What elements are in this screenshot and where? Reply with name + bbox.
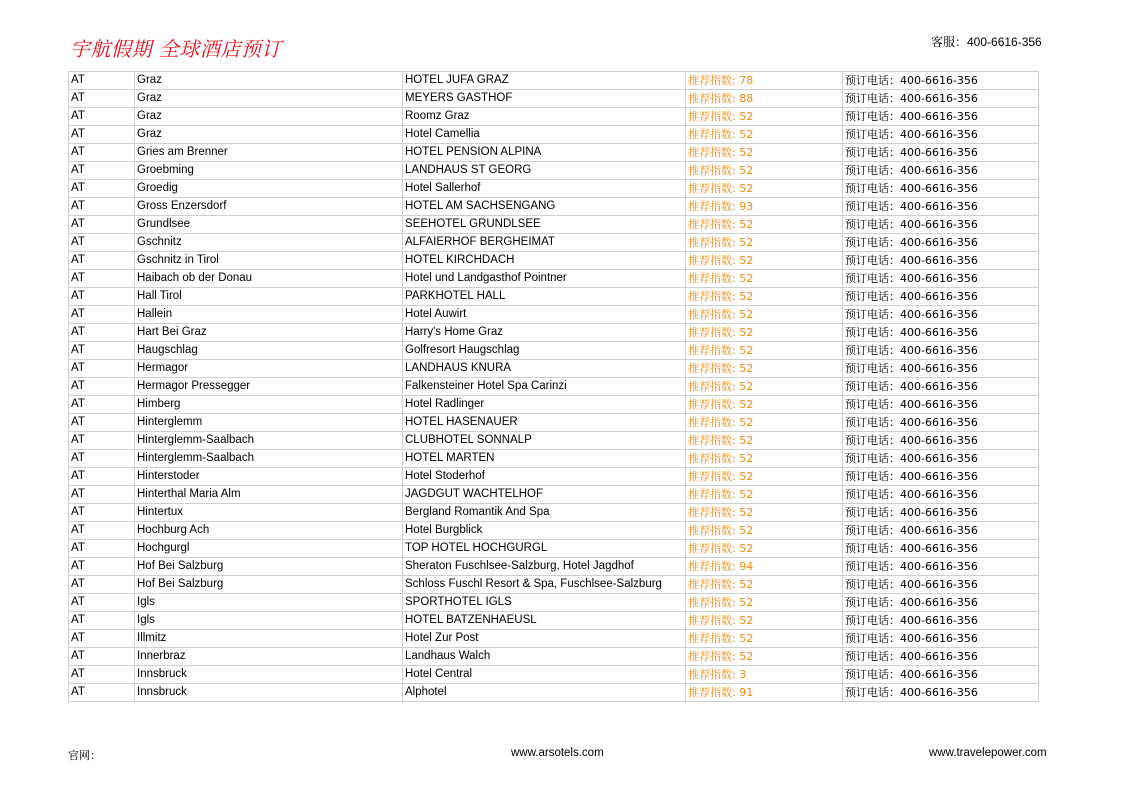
hotel-name-cell: Hotel Auwirt bbox=[403, 306, 686, 324]
booking-phone-cell: 预订电话：400-6616-356 bbox=[843, 162, 1039, 180]
booking-phone-cell: 预订电话：400-6616-356 bbox=[843, 522, 1039, 540]
rating-cell: 推荐指数: 52 bbox=[686, 126, 843, 144]
table-row bbox=[69, 252, 1039, 270]
country-cell: AT bbox=[69, 180, 135, 198]
rating-cell: 推荐指数: 52 bbox=[686, 540, 843, 558]
rating-cell: 推荐指数: 52 bbox=[686, 522, 843, 540]
table-row bbox=[69, 360, 1039, 378]
rating-cell: 推荐指数: 52 bbox=[686, 252, 843, 270]
city-cell: Graz bbox=[135, 126, 403, 144]
city-cell: Gries am Brenner bbox=[135, 144, 403, 162]
city-cell: Hinterthal Maria Alm bbox=[135, 486, 403, 504]
city-cell: Hermagor Pressegger bbox=[135, 378, 403, 396]
table-row bbox=[69, 432, 1039, 450]
country-cell: AT bbox=[69, 270, 135, 288]
city-cell: Hochgurgl bbox=[135, 540, 403, 558]
country-cell: AT bbox=[69, 234, 135, 252]
city-cell: Gschnitz bbox=[135, 234, 403, 252]
city-cell: Igls bbox=[135, 612, 403, 630]
booking-phone-cell: 预订电话：400-6616-356 bbox=[843, 432, 1039, 450]
country-cell: AT bbox=[69, 108, 135, 126]
booking-phone-cell: 预订电话：400-6616-356 bbox=[843, 360, 1039, 378]
booking-phone-cell: 预订电话：400-6616-356 bbox=[843, 90, 1039, 108]
footer-website-link[interactable]: www.arsotels.com bbox=[511, 747, 604, 759]
booking-phone-cell: 预订电话：400-6616-356 bbox=[843, 540, 1039, 558]
table-row bbox=[69, 540, 1039, 558]
rating-cell: 推荐指数: 78 bbox=[686, 72, 843, 90]
table-row bbox=[69, 396, 1039, 414]
hotel-name-cell: JAGDGUT WACHTELHOF bbox=[403, 486, 686, 504]
hotel-name-cell: HOTEL KIRCHDACH bbox=[403, 252, 686, 270]
city-cell: Himberg bbox=[135, 396, 403, 414]
country-cell: AT bbox=[69, 540, 135, 558]
booking-phone-cell: 预订电话：400-6616-356 bbox=[843, 252, 1039, 270]
country-cell: AT bbox=[69, 468, 135, 486]
country-cell: AT bbox=[69, 162, 135, 180]
rating-cell: 推荐指数: 52 bbox=[686, 306, 843, 324]
table-row bbox=[69, 468, 1039, 486]
table-row bbox=[69, 72, 1039, 90]
table-row bbox=[69, 162, 1039, 180]
city-cell: Groedig bbox=[135, 180, 403, 198]
city-cell: Graz bbox=[135, 90, 403, 108]
table-row bbox=[69, 630, 1039, 648]
city-cell: Hermagor bbox=[135, 360, 403, 378]
table-row bbox=[69, 198, 1039, 216]
hotel-name-cell: SEEHOTEL GRUNDLSEE bbox=[403, 216, 686, 234]
country-cell: AT bbox=[69, 594, 135, 612]
hotel-name-cell: Schloss Fuschl Resort & Spa, Fuschlsee-Salzburg bbox=[403, 576, 686, 594]
rating-cell: 推荐指数: 52 bbox=[686, 594, 843, 612]
country-cell: AT bbox=[69, 522, 135, 540]
booking-phone-cell: 预订电话：400-6616-356 bbox=[843, 504, 1039, 522]
hotel-name-cell: MEYERS GASTHOF bbox=[403, 90, 686, 108]
booking-phone-cell: 预订电话：400-6616-356 bbox=[843, 108, 1039, 126]
booking-phone-cell: 预订电话：400-6616-356 bbox=[843, 396, 1039, 414]
hotel-name-cell: Hotel Radlinger bbox=[403, 396, 686, 414]
rating-cell: 推荐指数: 52 bbox=[686, 342, 843, 360]
hotel-name-cell: Hotel Camellia bbox=[403, 126, 686, 144]
table-row bbox=[69, 684, 1039, 702]
country-cell: AT bbox=[69, 288, 135, 306]
booking-phone-cell: 预订电话：400-6616-356 bbox=[843, 180, 1039, 198]
hotel-table bbox=[68, 71, 1039, 702]
country-cell: AT bbox=[69, 144, 135, 162]
booking-phone-cell: 预订电话：400-6616-356 bbox=[843, 126, 1039, 144]
rating-cell: 推荐指数: 93 bbox=[686, 198, 843, 216]
country-cell: AT bbox=[69, 342, 135, 360]
hotel-name-cell: HOTEL AM SACHSENGANG bbox=[403, 198, 686, 216]
city-cell: Haibach ob der Donau bbox=[135, 270, 403, 288]
booking-phone-cell: 预订电话：400-6616-356 bbox=[843, 234, 1039, 252]
table-row bbox=[69, 504, 1039, 522]
booking-phone-cell: 预订电话：400-6616-356 bbox=[843, 270, 1039, 288]
city-cell: Innsbruck bbox=[135, 684, 403, 702]
city-cell: Hallein bbox=[135, 306, 403, 324]
hotel-name-cell: Hotel und Landgasthof Pointner bbox=[403, 270, 686, 288]
rating-cell: 推荐指数: 52 bbox=[686, 396, 843, 414]
booking-phone-cell: 预订电话：400-6616-356 bbox=[843, 486, 1039, 504]
country-cell: AT bbox=[69, 432, 135, 450]
country-cell: AT bbox=[69, 648, 135, 666]
country-cell: AT bbox=[69, 504, 135, 522]
table-row bbox=[69, 450, 1039, 468]
rating-cell: 推荐指数: 52 bbox=[686, 180, 843, 198]
country-cell: AT bbox=[69, 684, 135, 702]
rating-cell: 推荐指数: 52 bbox=[686, 504, 843, 522]
country-cell: AT bbox=[69, 666, 135, 684]
table-row bbox=[69, 180, 1039, 198]
table-row bbox=[69, 90, 1039, 108]
booking-phone-cell: 预订电话：400-6616-356 bbox=[843, 144, 1039, 162]
country-cell: AT bbox=[69, 378, 135, 396]
table-row bbox=[69, 288, 1039, 306]
hotel-name-cell: Hotel Central bbox=[403, 666, 686, 684]
city-cell: Graz bbox=[135, 72, 403, 90]
city-cell: Hochburg Ach bbox=[135, 522, 403, 540]
rating-cell: 推荐指数: 52 bbox=[686, 432, 843, 450]
rating-cell: 推荐指数: 52 bbox=[686, 414, 843, 432]
hotel-name-cell: LANDHAUS KNURA bbox=[403, 360, 686, 378]
table-row bbox=[69, 576, 1039, 594]
booking-phone-cell: 预订电话：400-6616-356 bbox=[843, 450, 1039, 468]
country-cell: AT bbox=[69, 558, 135, 576]
country-cell: AT bbox=[69, 576, 135, 594]
rating-cell: 推荐指数: 52 bbox=[686, 360, 843, 378]
footer-travelepower-link[interactable]: www.travelepower.com bbox=[929, 747, 1047, 759]
table-row bbox=[69, 486, 1039, 504]
booking-phone-cell: 预订电话：400-6616-356 bbox=[843, 72, 1039, 90]
city-cell: Hinterstoder bbox=[135, 468, 403, 486]
booking-phone-cell: 预订电话：400-6616-356 bbox=[843, 288, 1039, 306]
hotel-table-body bbox=[69, 72, 1039, 702]
hotel-name-cell: HOTEL PENSION ALPINA bbox=[403, 144, 686, 162]
table-row bbox=[69, 270, 1039, 288]
hotel-name-cell: Alphotel bbox=[403, 684, 686, 702]
country-cell: AT bbox=[69, 252, 135, 270]
table-row bbox=[69, 666, 1039, 684]
rating-cell: 推荐指数: 52 bbox=[686, 108, 843, 126]
table-row bbox=[69, 234, 1039, 252]
table-row bbox=[69, 324, 1039, 342]
table-row bbox=[69, 522, 1039, 540]
table-row bbox=[69, 612, 1039, 630]
hotel-name-cell: HOTEL BATZENHAEUSL bbox=[403, 612, 686, 630]
hotel-name-cell: HOTEL HASENAUER bbox=[403, 414, 686, 432]
rating-cell: 推荐指数: 52 bbox=[686, 450, 843, 468]
rating-cell: 推荐指数: 52 bbox=[686, 648, 843, 666]
booking-phone-cell: 预订电话：400-6616-356 bbox=[843, 306, 1039, 324]
rating-cell: 推荐指数: 52 bbox=[686, 378, 843, 396]
hotel-name-cell: Landhaus Walch bbox=[403, 648, 686, 666]
table-row bbox=[69, 378, 1039, 396]
table-row bbox=[69, 108, 1039, 126]
rating-cell: 推荐指数: 52 bbox=[686, 486, 843, 504]
booking-phone-cell: 预订电话：400-6616-356 bbox=[843, 414, 1039, 432]
city-cell: Innsbruck bbox=[135, 666, 403, 684]
city-cell: Hof Bei Salzburg bbox=[135, 576, 403, 594]
booking-phone-cell: 预订电话：400-6616-356 bbox=[843, 468, 1039, 486]
country-cell: AT bbox=[69, 486, 135, 504]
rating-cell: 推荐指数: 88 bbox=[686, 90, 843, 108]
hotel-name-cell: Sheraton Fuschlsee-Salzburg, Hotel Jagdhof bbox=[403, 558, 686, 576]
booking-phone-cell: 预订电话：400-6616-356 bbox=[843, 342, 1039, 360]
table-row bbox=[69, 342, 1039, 360]
rating-cell: 推荐指数: 52 bbox=[686, 468, 843, 486]
city-cell: Innerbraz bbox=[135, 648, 403, 666]
country-cell: AT bbox=[69, 450, 135, 468]
table-row bbox=[69, 594, 1039, 612]
table-row bbox=[69, 558, 1039, 576]
hotel-name-cell: HOTEL JUFA GRAZ bbox=[403, 72, 686, 90]
hotel-name-cell: Harry's Home Graz bbox=[403, 324, 686, 342]
hotel-name-cell: Golfresort Haugschlag bbox=[403, 342, 686, 360]
city-cell: Gschnitz in Tirol bbox=[135, 252, 403, 270]
rating-cell: 推荐指数: 52 bbox=[686, 576, 843, 594]
city-cell: Illmitz bbox=[135, 630, 403, 648]
hotel-name-cell: Hotel Zur Post bbox=[403, 630, 686, 648]
booking-phone-cell: 预订电话：400-6616-356 bbox=[843, 666, 1039, 684]
booking-phone-cell: 预订电话：400-6616-356 bbox=[843, 612, 1039, 630]
country-cell: AT bbox=[69, 324, 135, 342]
hotel-name-cell: TOP HOTEL HOCHGURGL bbox=[403, 540, 686, 558]
city-cell: Hart Bei Graz bbox=[135, 324, 403, 342]
hotel-name-cell: Falkensteiner Hotel Spa Carinzi bbox=[403, 378, 686, 396]
city-cell: Hinterglemm-Saalbach bbox=[135, 450, 403, 468]
city-cell: Gross Enzersdorf bbox=[135, 198, 403, 216]
table-row bbox=[69, 144, 1039, 162]
city-cell: Hinterglemm-Saalbach bbox=[135, 432, 403, 450]
table-row bbox=[69, 648, 1039, 666]
city-cell: Hintertux bbox=[135, 504, 403, 522]
country-cell: AT bbox=[69, 360, 135, 378]
table-row bbox=[69, 126, 1039, 144]
rating-cell: 推荐指数: 52 bbox=[686, 630, 843, 648]
city-cell: Grundlsee bbox=[135, 216, 403, 234]
table-row bbox=[69, 306, 1039, 324]
hotel-name-cell: LANDHAUS ST GEORG bbox=[403, 162, 686, 180]
booking-phone-cell: 预订电话：400-6616-356 bbox=[843, 324, 1039, 342]
brand-title: 宇航假期 全球酒店预订 bbox=[70, 37, 282, 61]
rating-cell: 推荐指数: 52 bbox=[686, 324, 843, 342]
booking-phone-cell: 预订电话：400-6616-356 bbox=[843, 216, 1039, 234]
country-cell: AT bbox=[69, 612, 135, 630]
booking-phone-cell: 预订电话：400-6616-356 bbox=[843, 378, 1039, 396]
hotel-name-cell: HOTEL MARTEN bbox=[403, 450, 686, 468]
city-cell: Haugschlag bbox=[135, 342, 403, 360]
rating-cell: 推荐指数: 91 bbox=[686, 684, 843, 702]
hotel-name-cell: Roomz Graz bbox=[403, 108, 686, 126]
city-cell: Hall Tirol bbox=[135, 288, 403, 306]
rating-cell: 推荐指数: 52 bbox=[686, 288, 843, 306]
country-cell: AT bbox=[69, 414, 135, 432]
hotel-name-cell: Hotel Burgblick bbox=[403, 522, 686, 540]
hotel-name-cell: PARKHOTEL HALL bbox=[403, 288, 686, 306]
rating-cell: 推荐指数: 94 bbox=[686, 558, 843, 576]
booking-phone-cell: 预订电话：400-6616-356 bbox=[843, 558, 1039, 576]
country-cell: AT bbox=[69, 396, 135, 414]
rating-cell: 推荐指数: 52 bbox=[686, 216, 843, 234]
country-cell: AT bbox=[69, 630, 135, 648]
country-cell: AT bbox=[69, 90, 135, 108]
booking-phone-cell: 预订电话：400-6616-356 bbox=[843, 198, 1039, 216]
country-cell: AT bbox=[69, 126, 135, 144]
customer-service-phone: 客服：400-6616-356 bbox=[931, 35, 1042, 49]
city-cell: Hof Bei Salzburg bbox=[135, 558, 403, 576]
city-cell: Groebming bbox=[135, 162, 403, 180]
booking-phone-cell: 预订电话：400-6616-356 bbox=[843, 630, 1039, 648]
rating-cell: 推荐指数: 52 bbox=[686, 144, 843, 162]
city-cell: Igls bbox=[135, 594, 403, 612]
city-cell: Hinterglemm bbox=[135, 414, 403, 432]
hotel-name-cell: Hotel Stoderhof bbox=[403, 468, 686, 486]
rating-cell: 推荐指数: 52 bbox=[686, 234, 843, 252]
country-cell: AT bbox=[69, 216, 135, 234]
city-cell: Graz bbox=[135, 108, 403, 126]
country-cell: AT bbox=[69, 306, 135, 324]
hotel-name-cell: ALFAIERHOF BERGHEIMAT bbox=[403, 234, 686, 252]
table-row bbox=[69, 216, 1039, 234]
rating-cell: 推荐指数: 52 bbox=[686, 270, 843, 288]
hotel-name-cell: SPORTHOTEL IGLS bbox=[403, 594, 686, 612]
rating-cell: 推荐指数: 52 bbox=[686, 612, 843, 630]
country-cell: AT bbox=[69, 72, 135, 90]
hotel-name-cell: Hotel Sallerhof bbox=[403, 180, 686, 198]
booking-phone-cell: 预订电话：400-6616-356 bbox=[843, 684, 1039, 702]
hotel-name-cell: Bergland Romantik And Spa bbox=[403, 504, 686, 522]
booking-phone-cell: 预订电话：400-6616-356 bbox=[843, 594, 1039, 612]
rating-cell: 推荐指数: 52 bbox=[686, 162, 843, 180]
booking-phone-cell: 预订电话：400-6616-356 bbox=[843, 648, 1039, 666]
hotel-name-cell: CLUBHOTEL SONNALP bbox=[403, 432, 686, 450]
booking-phone-cell: 预订电话：400-6616-356 bbox=[843, 576, 1039, 594]
table-row bbox=[69, 414, 1039, 432]
footer-website-label: 官网： bbox=[68, 749, 101, 762]
country-cell: AT bbox=[69, 198, 135, 216]
rating-cell: 推荐指数: 3 bbox=[686, 666, 843, 684]
